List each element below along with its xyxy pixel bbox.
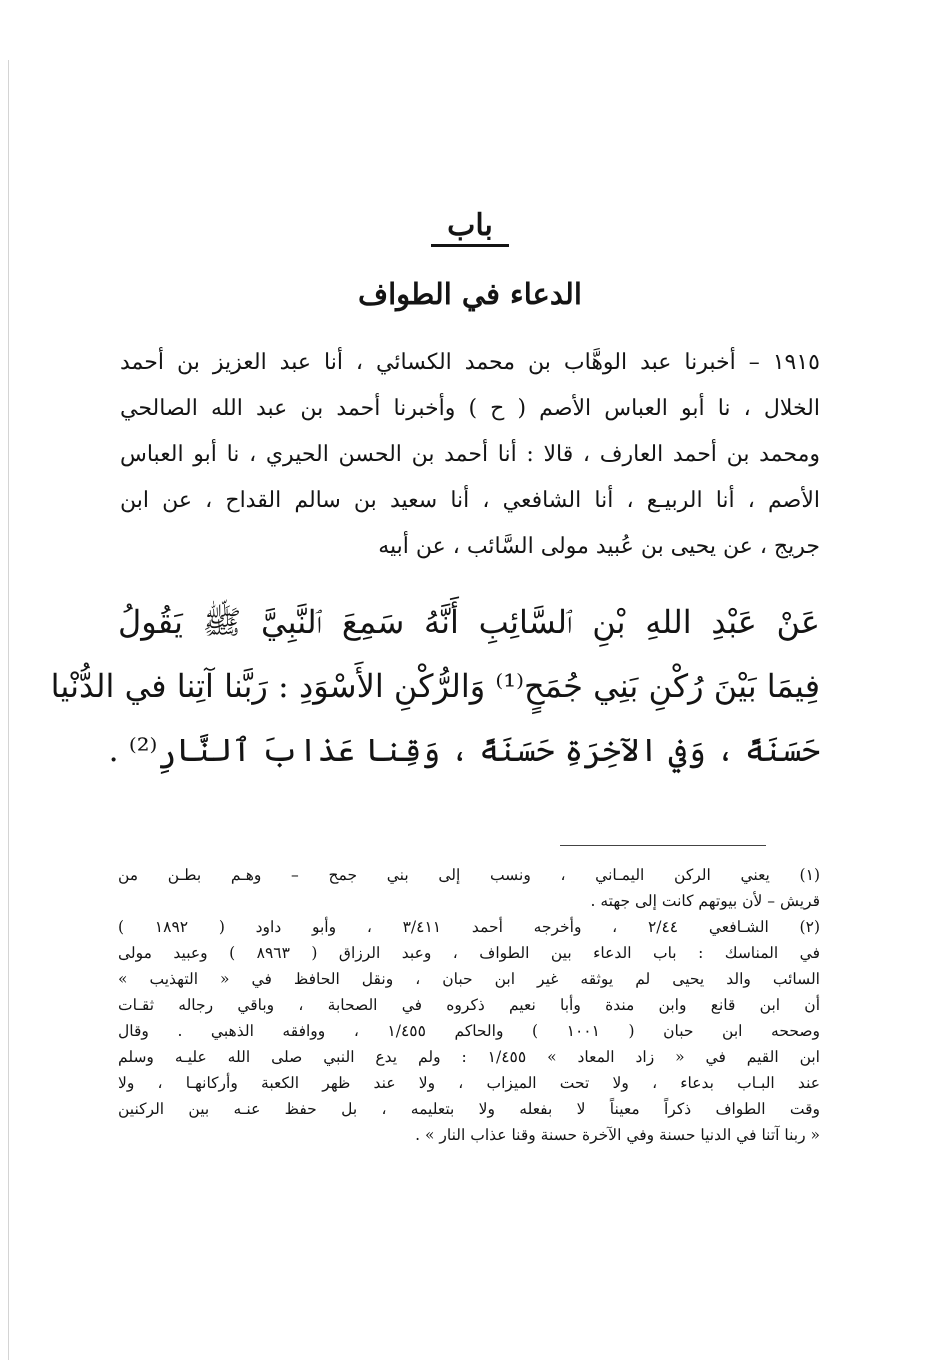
isnad-paragraph bbox=[120, 340, 820, 570]
footnote-line: في المناسك : باب الدعاء بين الطواف ، وعبد الرزاق ( ٨٩٦٣ ) وعبيد مولى bbox=[118, 944, 820, 962]
footnote-line: ابن القيم في « زاد المعاد » ١/٤٥٥ : ولم يدع النبي صلى الله عليـه وسلم bbox=[118, 1048, 820, 1066]
isnad-line: الأصم ، أنا الربيـع ، أنا الشافعي ، أنا سعيد بن سالم القداح ، عن ابن bbox=[120, 488, 820, 513]
footnote-line: السائب والد يحيى لم يوثقه غير ابن حبان ، ونقل الحافظ في « التهذيب » bbox=[118, 970, 820, 988]
hadith-text bbox=[50, 590, 820, 782]
footnote-line: وقت الطواف ذكراً معيناً لا بفعله ولا بتعليمه ، بل حفظ عنـه بين الركنين bbox=[118, 1100, 820, 1118]
hadith-line: حَسَنَةً ، وَفي الآخِرَةِ حَسَنَةً ، وَقِنا عَذابَ ٱلنَّارِ⁽²⁾ . bbox=[108, 731, 820, 769]
section-title: الدعاء في الطواف bbox=[358, 277, 582, 311]
footnote-line: أن ابن قانع وابن مندة وأبا نعيم ذكروه في الصحابة ، وباقي رجاله ثقـات bbox=[118, 996, 820, 1014]
footnote-line: وصححه ابن حبان ( ١٠٠١ ) والحاكم ١/٤٥٥ ، ووافقه الذهبي . وقال bbox=[118, 1022, 820, 1040]
page-edge-line bbox=[8, 60, 9, 1360]
chapter-title: باب bbox=[447, 208, 493, 243]
hadith-line: عَنْ عَبْدِ اللهِ بْنِ ٱلسَّائِبِ أَنَّهُ سَمِعَ ٱلنَّبِيَّ ﷺ يَقُولُ bbox=[118, 603, 820, 641]
footnote-line: قريش – لأن بيوتهم كانت إلى جهته . bbox=[590, 892, 820, 910]
isnad-line: جريج ، عن يحيى بن عُبيد مولى السَّائب ، عن أبيه bbox=[378, 534, 820, 559]
hadith-line: فِيمَا بَيْنَ رُكْنِ بَنِي جُمَحٍ⁽¹⁾ وَالرُّكْنِ الأَسْوَدِ : رَبَّنا آتِنا في الدُّنْيا bbox=[50, 667, 820, 705]
chapter-heading bbox=[0, 206, 940, 247]
footnote-line: « ربنا آتنا في الدنيا حسنة وفي الآخرة حسنة وقنا عذاب النار » . bbox=[415, 1126, 820, 1144]
isnad-line: ١٩١٥ – أخبرنا عبد الوهَّاب بن محمد الكسائي ، أنا عبد العزيز بن أحمد bbox=[120, 350, 820, 375]
footnote-line: (٢) الشـافعي ٢/٤٤ ، وأخرجه أحمد ٣/٤١١ ، وأبو داود ( ١٨٩٢ ) bbox=[118, 918, 820, 936]
footnote-line: (١) يعني الركن اليمـاني ، ونسب إلى بني جمح – وهـم بطـن من bbox=[118, 866, 820, 884]
footnote-line: عند البـاب بدعاء ، ولا تحت الميزاب ، ولا عند ظهر الكعبة وأركانهـا ، ولا bbox=[118, 1074, 820, 1092]
isnad-line: الخلال ، نا أبو العباس الأصم ( ح ) وأخبرنا أحمد بن عبد الله الصالحي bbox=[120, 396, 820, 421]
footnote-separator bbox=[560, 845, 766, 846]
footnotes bbox=[118, 862, 820, 1148]
isnad-line: ومحمد بن أحمد العارف ، قالا : أنا أحمد بن الحسن الحيري ، نا أبو العباس bbox=[120, 442, 820, 467]
chapter-title-underline bbox=[431, 244, 509, 247]
